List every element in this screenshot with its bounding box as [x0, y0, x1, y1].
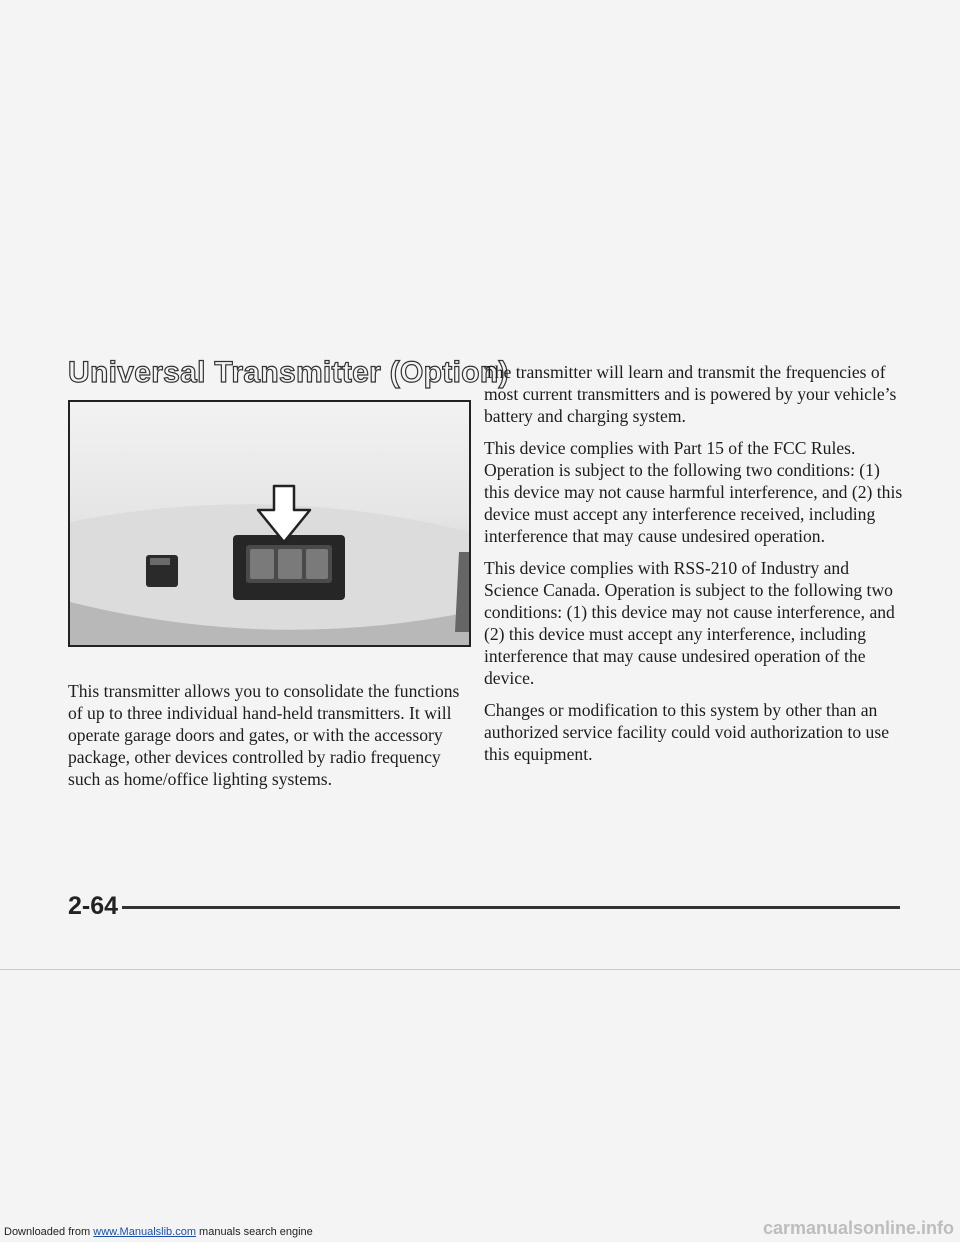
- paragraph: Changes or modification to this system by other than an authorized service facility could void authorization to use this equipment.: [484, 700, 890, 764]
- scan-edge-divider: [0, 969, 960, 970]
- download-footer: [4, 1226, 313, 1238]
- footer-prefix: Downloaded from: [4, 1226, 94, 1238]
- right-column: [484, 361, 904, 775]
- transmitter-photo: [68, 400, 471, 647]
- page-title: Universal Transmitter (Option): [68, 356, 509, 389]
- page-number: 2-64: [68, 892, 119, 920]
- paragraph: This device complies with Part 15 of the FCC Rules. Operation is subject to the following two conditions: (1) this device may not cause harmful interference, and (2) this device must accept any interference received, including interference that may cause undesired operation.: [484, 438, 903, 546]
- paragraph: This device complies with RSS-210 of Industry and Science Canada. Operation is subject to the following two conditions: (1) this device may not cause interference, and (2) this device must accept any interference, including interference that may cause undesired operation of the device.: [484, 558, 895, 688]
- footer-rule: [122, 906, 900, 909]
- watermark: carmanualsonline.info: [762, 1218, 954, 1238]
- paragraph: The transmitter will learn and transmit the frequencies of most current transmitters and is powered by your vehicle’s battery and charging system.: [484, 362, 897, 426]
- left-column: [68, 680, 468, 800]
- paragraph: This transmitter allows you to consolidate the functions of up to three individual hand-held transmitters. It will operate garage doors and gates, or with the accessory package, other devices controlled by radio frequency such as home/office lighting systems.: [68, 681, 460, 789]
- footer-suffix: manuals search engine: [195, 1226, 313, 1238]
- manualslib-link[interactable]: www.Manualslib.com: [93, 1226, 196, 1238]
